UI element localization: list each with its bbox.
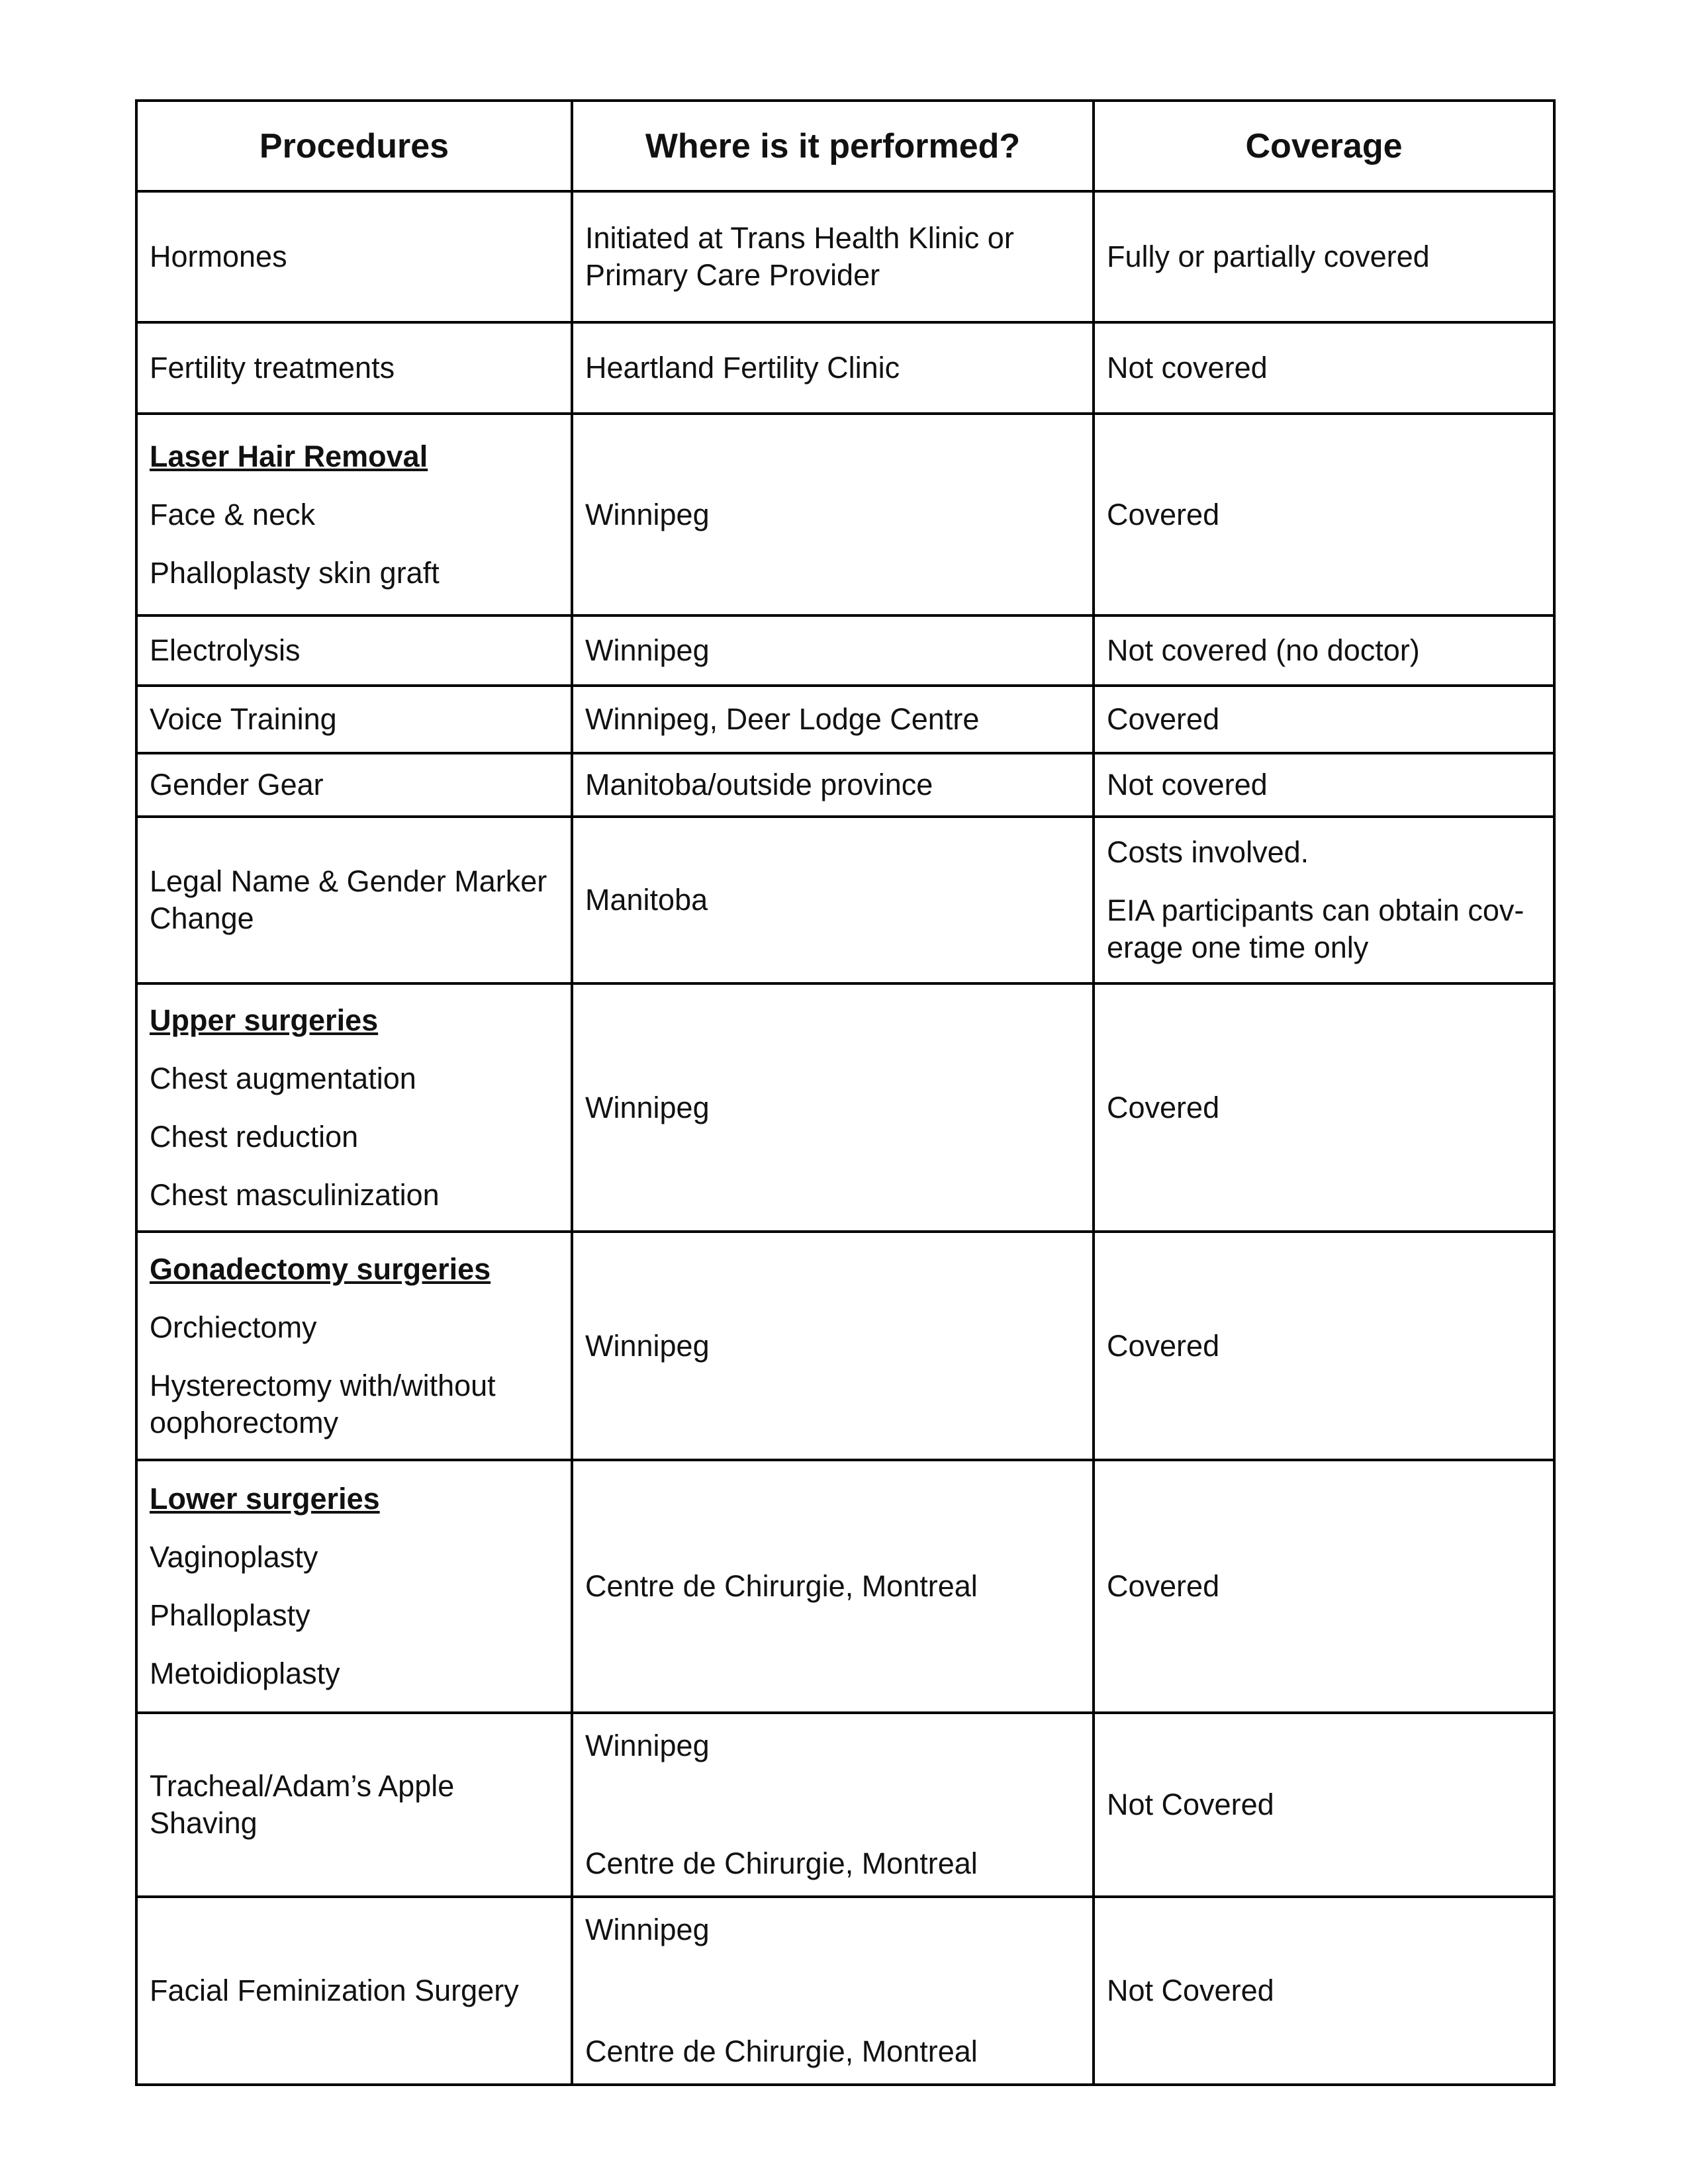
procedure-cell	[136, 686, 572, 753]
coverage-cell	[1094, 414, 1554, 615]
procedure-item: Face & neck	[150, 497, 316, 531]
procedure-cell	[136, 1713, 572, 1897]
procedure-cell	[136, 983, 572, 1232]
table-row	[136, 753, 1554, 817]
coverage-text: Covered	[1107, 1328, 1220, 1363]
table-row	[136, 1713, 1554, 1897]
location-cell	[572, 753, 1094, 817]
location-cell	[572, 817, 1094, 983]
location-cell	[572, 191, 1094, 322]
procedure-cell	[136, 414, 572, 615]
procedure-group-heading: Gonadectomy surgeries	[150, 1251, 491, 1286]
procedure-name: Hormones	[150, 240, 287, 273]
location-text: Centre de Chirurgie, Montreal	[585, 1846, 978, 1880]
procedure-item: Phalloplasty	[150, 1598, 310, 1632]
coverage-cell	[1094, 615, 1554, 686]
location-text: Initiated at Trans Health Klinic or Primary Care Provider	[585, 221, 1014, 292]
coverage-cell	[1094, 686, 1554, 753]
location-text: Centre de Chirurgie, Montreal	[585, 2034, 978, 2068]
location-text: Winnipeg	[585, 1328, 710, 1363]
coverage-cell	[1094, 1897, 1554, 2085]
coverage-text: Not covered (no doctor)	[1107, 633, 1420, 667]
coverage-cell	[1094, 1460, 1554, 1713]
location-cell	[572, 414, 1094, 615]
procedure-item: Orchiectomy	[150, 1310, 317, 1344]
procedure-name: Tracheal/Adam’s Apple Shaving	[150, 1769, 455, 1840]
coverage-text: Covered	[1107, 497, 1220, 531]
location-text: Heartland Fertility Clinic	[585, 351, 900, 385]
coverage-text: Not Covered	[1107, 1974, 1274, 2007]
procedure-item: Hysterectomy with/without oophorectomy	[150, 1368, 496, 1439]
procedure-group-heading: Upper surgeries	[150, 1003, 379, 1037]
procedure-name: Facial Feminization Surgery	[150, 1974, 519, 2007]
location-cell	[572, 1460, 1094, 1713]
location-cell	[572, 686, 1094, 753]
procedure-cell	[136, 753, 572, 817]
location-text: Manitoba/outside province	[585, 768, 933, 801]
procedure-cell	[136, 322, 572, 414]
procedure-item: Chest augmentation	[150, 1061, 416, 1095]
location-cell	[572, 322, 1094, 414]
procedure-name: Gender Gear	[150, 768, 324, 801]
table-row	[136, 1897, 1554, 2085]
coverage-text: Fully or partially covered	[1107, 240, 1430, 273]
location-cell	[572, 983, 1094, 1232]
coverage-cell	[1094, 322, 1554, 414]
table-header-row	[136, 101, 1554, 191]
table-row	[136, 983, 1554, 1232]
coverage-cell	[1094, 817, 1554, 983]
column-header-procedures: Procedures	[136, 101, 572, 191]
location-text: Winnipeg	[585, 633, 710, 667]
procedure-name: Legal Name & Gender Marker Change	[150, 864, 547, 935]
location-text: Winnipeg	[585, 1913, 710, 1946]
table-row	[136, 1460, 1554, 1713]
table-row	[136, 322, 1554, 414]
procedure-name: Electrolysis	[150, 633, 301, 667]
table-row	[136, 414, 1554, 615]
procedure-name: Voice Training	[150, 702, 337, 736]
column-header-location: Where is it performed?	[572, 101, 1094, 191]
location-split	[585, 1911, 1080, 2070]
table-row	[136, 817, 1554, 983]
coverage-text: Covered	[1107, 702, 1220, 736]
location-text: Winnipeg, Deer Lodge Centre	[585, 702, 980, 736]
location-text: Winnipeg	[585, 1729, 710, 1762]
coverage-cell	[1094, 983, 1554, 1232]
procedure-cell	[136, 1460, 572, 1713]
table-row	[136, 1232, 1554, 1460]
procedure-cell	[136, 615, 572, 686]
location-cell	[572, 1897, 1094, 2085]
procedure-cell	[136, 817, 572, 983]
location-cell	[572, 1232, 1094, 1460]
coverage-text: Not covered	[1107, 351, 1268, 385]
coverage-table	[135, 99, 1556, 2086]
coverage-text: Costs involved.	[1107, 835, 1309, 869]
table-row	[136, 191, 1554, 322]
procedure-item: Chest masculinization	[150, 1177, 440, 1212]
location-cell	[572, 1713, 1094, 1897]
coverage-text: Not Covered	[1107, 1788, 1274, 1821]
procedure-group-heading: Lower surgeries	[150, 1482, 380, 1516]
location-cell	[572, 615, 1094, 686]
coverage-cell	[1094, 1232, 1554, 1460]
location-split	[585, 1727, 1080, 1882]
procedure-cell	[136, 1232, 572, 1460]
location-text: Centre de Chirurgie, Montreal	[585, 1569, 978, 1603]
procedure-item: Phalloplasty skin graft	[150, 555, 440, 590]
coverage-text: Covered	[1107, 1090, 1220, 1124]
table-row	[136, 615, 1554, 686]
location-text: Winnipeg	[585, 1090, 710, 1124]
location-text: Winnipeg	[585, 497, 710, 531]
location-text: Manitoba	[585, 883, 708, 917]
coverage-cell	[1094, 753, 1554, 817]
column-header-coverage: Coverage	[1094, 101, 1554, 191]
coverage-text: Covered	[1107, 1569, 1220, 1603]
procedure-group-heading: Laser Hair Removal	[150, 439, 428, 473]
procedure-item: Chest reduction	[150, 1119, 359, 1154]
procedure-item: Vaginoplasty	[150, 1540, 318, 1574]
coverage-note: EIA participants can obtain cov-erage one time only	[1107, 893, 1524, 964]
procedure-item: Metoidioplasty	[150, 1657, 340, 1690]
table-row	[136, 686, 1554, 753]
coverage-cell	[1094, 191, 1554, 322]
procedure-name: Fertility treatments	[150, 351, 395, 385]
coverage-text: Not covered	[1107, 768, 1268, 801]
coverage-cell	[1094, 1713, 1554, 1897]
procedure-cell	[136, 1897, 572, 2085]
procedure-cell	[136, 191, 572, 322]
